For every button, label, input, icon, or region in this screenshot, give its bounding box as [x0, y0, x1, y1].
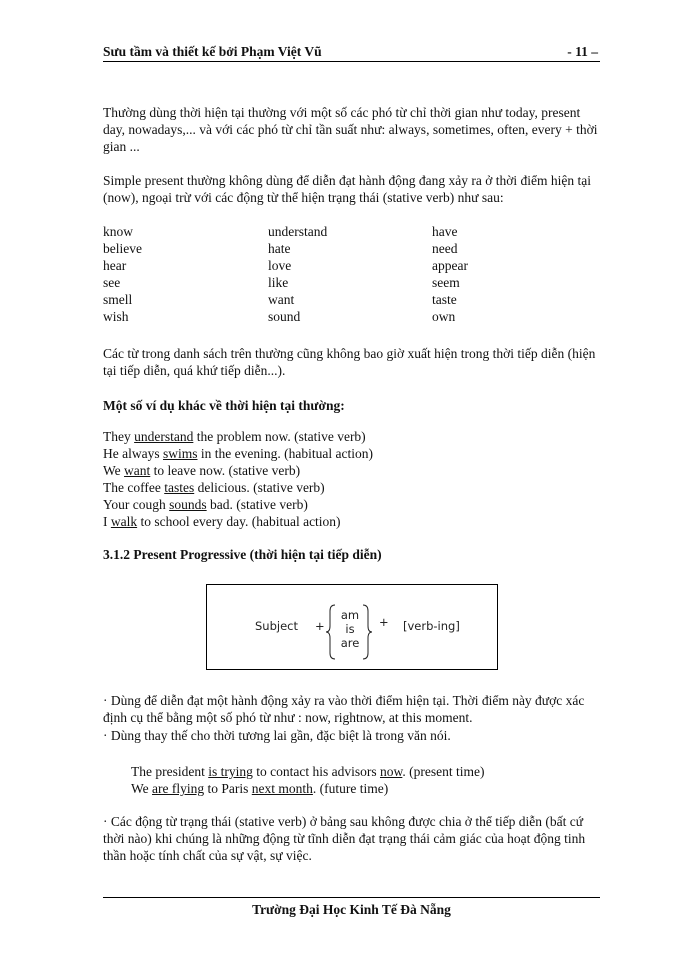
page-footer: Trường Đại Học Kinh Tế Đà Nẵng — [252, 902, 451, 917]
formula-be-options — [339, 608, 361, 650]
formula-plus: + — [315, 619, 325, 633]
table-cell: taste — [432, 292, 457, 307]
bullet-near-future: · Dùng thay thế cho thời tương lai gần, đặc biệt là trong văn nói. — [103, 728, 451, 743]
formula-option: is — [345, 622, 355, 636]
example-line: We want to leave now. (stative verb) — [103, 463, 301, 478]
example-line: I walk to school every day. (habitual action) — [103, 514, 341, 529]
table-cell: need — [432, 241, 458, 256]
left-brace-icon — [325, 604, 337, 660]
formula-option: are — [340, 636, 360, 650]
table-cell: have — [432, 224, 458, 239]
table-row — [103, 240, 523, 257]
formula-verb: [verb-ing] — [403, 619, 460, 633]
table-cell: want — [268, 292, 295, 307]
example-line: The coffee tastes delicious. (stative verb) — [103, 480, 325, 495]
table-cell: love — [268, 258, 292, 273]
table-cell: see — [103, 275, 121, 290]
header-author: Sưu tầm và thiết kế bởi Phạm Việt Vũ — [103, 44, 322, 59]
formula-subject: Subject — [255, 619, 298, 633]
table-cell: seem — [432, 275, 460, 290]
table-cell: smell — [103, 292, 133, 307]
header-page-number: - 11 – — [567, 44, 598, 59]
table-row — [103, 291, 523, 308]
example-line: He always swims in the evening. (habitual action) — [103, 446, 373, 461]
table-row — [103, 308, 523, 325]
table-cell: appear — [432, 258, 468, 273]
bullet-present-action: · Dùng để diễn đạt một hành động xảy ra vào thời điểm hiện tại. Thời điểm này được xác định cụ thể bằng một số phó từ như : now, rightnow, at this moment. — [103, 693, 585, 725]
table-cell: own — [432, 309, 456, 324]
formula-option: am — [340, 608, 360, 622]
right-brace-icon — [361, 604, 373, 660]
table-cell: hear — [103, 258, 127, 273]
document-page — [103, 0, 600, 960]
examples-heading: Một số ví dụ khác về thời hiện tại thường: — [103, 398, 345, 413]
paragraph-simple-present-note: Simple present thường không dùng để diễn đạt hành động đang xảy ra ở thời điểm hiện tại (now), ngoại trừ với các động từ thể hiện trạng thái (stative verb) như sau: — [103, 173, 592, 205]
example-line: They understand the problem now. (stative verb) — [103, 429, 366, 444]
table-cell: know — [103, 224, 133, 239]
formula-box — [206, 584, 498, 670]
table-cell: like — [268, 275, 289, 290]
stative-verb-table — [103, 223, 523, 325]
formula-plus: + — [379, 615, 389, 629]
footer-rule — [103, 897, 600, 898]
progressive-example: We are flying to Paris next month. (future time) — [131, 781, 389, 796]
section-title: 3.1.2 Present Progressive (thời hiện tại tiếp diễn) — [103, 547, 382, 562]
table-row — [103, 223, 523, 240]
table-row — [103, 257, 523, 274]
bullet-stative-verbs: · Các động từ trạng thái (stative verb) ở bảng sau không được chia ở thể tiếp diễn (bất cứ thời nào) khi chúng là những động từ tĩnh diễn đạt trạng thái cảm giác của hoạt động tinh thần hoặc tính chất của sự vật, sự việc. — [103, 814, 586, 863]
table-cell: believe — [103, 241, 142, 256]
table-row — [103, 274, 523, 291]
paragraph-adverbs: Thường dùng thời hiện tại thường với một số các phó từ chỉ thời gian như today, present day, nowadays,... và với các phó từ chỉ tần suất như: always, sometimes, often, every + thời gian ... — [103, 105, 598, 154]
table-cell: hate — [268, 241, 291, 256]
table-cell: wish — [103, 309, 129, 324]
examples-list — [103, 428, 600, 530]
page-header — [103, 44, 600, 62]
table-cell: understand — [268, 224, 328, 239]
example-line: Your cough sounds bad. (stative verb) — [103, 497, 308, 512]
paragraph-list-note: Các từ trong danh sách trên thường cũng không bao giờ xuất hiện trong thời tiếp diễn (hiện tại tiếp diễn, quá khứ tiếp diễn...). — [103, 346, 596, 378]
progressive-example: The president is trying to contact his advisors now. (present time) — [131, 764, 485, 779]
header-rule — [103, 61, 600, 62]
table-cell: sound — [268, 309, 301, 324]
